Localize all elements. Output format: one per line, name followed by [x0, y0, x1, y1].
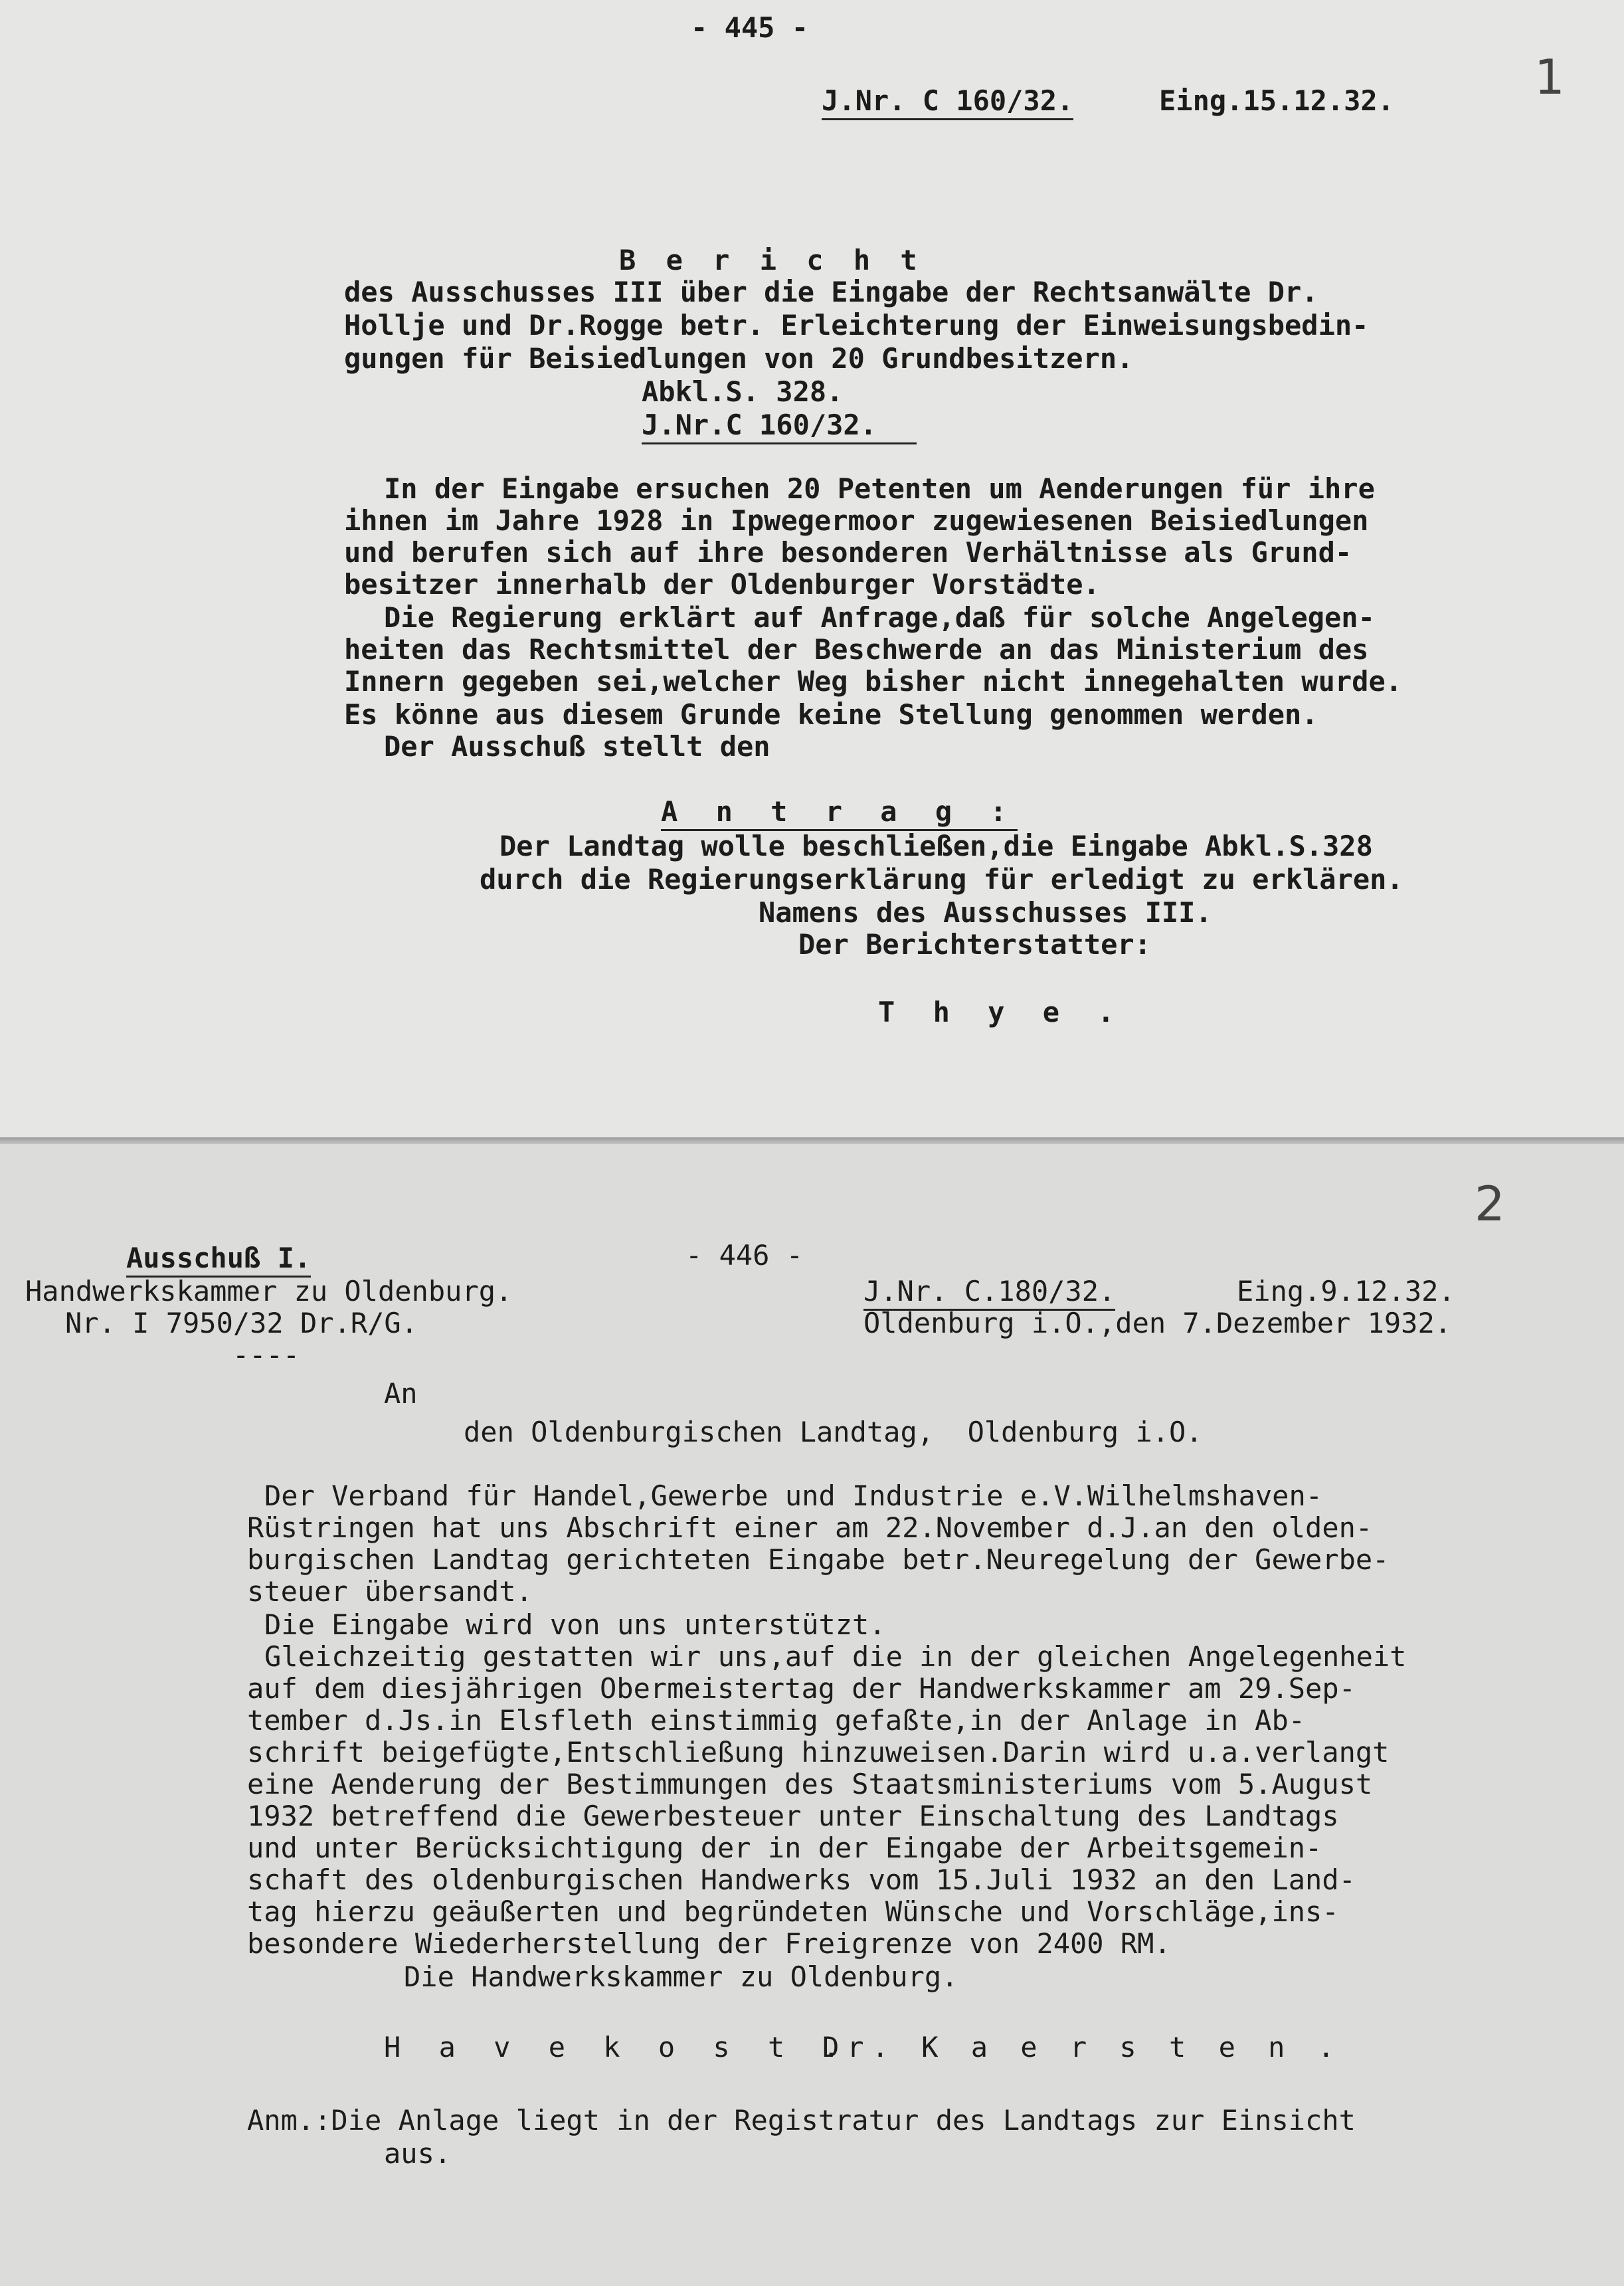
salutation: An	[384, 1377, 418, 1410]
sheet-mark: 2	[1475, 1176, 1505, 1232]
sheet-mark: 1	[1534, 49, 1565, 105]
body-line: Es könne aus diesem Grunde keine Stellung genommen werden.	[344, 698, 1318, 731]
closing-line: Der Berichterstatter:	[798, 928, 1152, 961]
document-page-445	[0, 0, 1624, 1137]
body-line: auf dem diesjährigen Obermeistertag der Handwerkskammer am 29.Sep-	[247, 1672, 1356, 1705]
antrag-line: durch die Regierungserklärung für erledigt zu erklären.	[480, 863, 1403, 896]
body-line: steuer übersandt.	[247, 1575, 533, 1608]
body-line: heiten das Rechtsmittel der Beschwerde an das Ministerium des	[344, 633, 1369, 666]
body-line: besitzer innerhalb der Oldenburger Vorstädte.	[344, 568, 1100, 601]
body-line: tember d.Js.in Elsfleth einstimmig gefaßte,in der Anlage in Ab-	[247, 1704, 1306, 1737]
closing-line: Namens des Ausschusses III.	[759, 896, 1212, 929]
body-line: und berufen sich auf ihre besonderen Verhältnisse als Grund-	[344, 536, 1352, 569]
body-line: eine Aenderung der Bestimmungen des Staatsministeriums vom 5.August	[247, 1768, 1373, 1800]
document-page-446	[0, 1144, 1624, 2286]
body-line: Der Verband für Handel,Gewerbe und Industrie e.V.Wilhelmshaven-	[264, 1479, 1323, 1512]
body-line: Die Eingabe wird von uns unterstützt.	[264, 1608, 886, 1641]
page-number: - 445 -	[691, 11, 809, 44]
page-number: - 446 -	[685, 1239, 804, 1272]
body-line: schaft des oldenburgischen Handwerks vom 15.Juli 1932 an den Land-	[247, 1863, 1356, 1896]
received-date: Eing.15.12.32.	[1159, 84, 1395, 117]
committee-label: Ausschuß I.	[126, 1242, 311, 1278]
annotation-line: Anm.:Die Anlage liegt in der Registratur des Landtags zur Einsicht	[247, 2104, 1356, 2137]
body-line: Die Regierung erklärt auf Anfrage,daß für solche Angelegen-	[384, 601, 1375, 634]
body-line: Rüstringen hat uns Abschrift einer am 22.November d.J.an den olden-	[247, 1511, 1373, 1544]
body-line: ihnen im Jahre 1928 in Ipwegermoor zugewiesenen Beisiedlungen	[344, 504, 1369, 537]
body-line: tag hierzu geäußerten und begründeten Wünsche und Vorschläge,ins-	[247, 1895, 1339, 1928]
body-line: schrift beigefügte,Entschließung hinzuweisen.Darin wird u.a.verlangt	[247, 1736, 1390, 1768]
body-line: und unter Berücksichtigung der in der Eingabe der Arbeitsgemein-	[247, 1832, 1322, 1864]
received-date: Eing.9.12.32.	[1237, 1275, 1455, 1307]
subject-line: des Ausschusses III über die Eingabe der Rechtsanwälte Dr.	[344, 276, 1318, 308]
journal-reference: J.Nr. C.180/32.	[863, 1276, 1115, 1311]
body-line: Der Ausschuß stellt den	[384, 730, 770, 763]
journal-reference: J.Nr. C 160/32.	[822, 85, 1073, 120]
signature-havekost: H a v e k o s t .	[384, 2031, 850, 2063]
place-and-date: Oldenburg i.O.,den 7.Dezember 1932.	[863, 1307, 1452, 1339]
body-line: 1932 betreffend die Gewerbesteuer unter Einschaltung des Landtags	[247, 1800, 1339, 1832]
signature-kaersten: Dr. K a e r s t e n .	[822, 2031, 1343, 2063]
sender-name: Handwerkskammer zu Oldenburg.	[25, 1275, 513, 1307]
recipient: den Oldenburgischen Landtag, Oldenburg i.O.	[464, 1416, 1203, 1448]
journal-reference-2: J.Nr.C 160/32.	[642, 409, 917, 444]
subject-line: Hollje und Dr.Rogge betr. Erleichterung der Einweisungsbedin-	[344, 309, 1369, 341]
closing-line: Die Handwerkskammer zu Oldenburg.	[404, 1960, 958, 1993]
dash-separator: ----	[232, 1339, 300, 1371]
report-heading: B e r i c h t	[619, 244, 924, 276]
body-line: Gleichzeitig gestatten wir uns,auf die in der gleichen Angelegenheit	[264, 1640, 1407, 1673]
body-line: besondere Wiederherstellung der Freigrenze von 2400 RM.	[247, 1927, 1171, 1960]
antrag-line: Der Landtag wolle beschließen,die Eingabe Abkl.S.328	[499, 830, 1373, 862]
signature: T h y e .	[878, 996, 1125, 1028]
subject-line: gungen für Beisiedlungen von 20 Grundbesitzern.	[344, 342, 1134, 375]
abkl-reference: Abkl.S. 328.	[642, 375, 844, 408]
antrag-heading: A n t r a g :	[661, 796, 1018, 831]
body-line: In der Eingabe ersuchen 20 Petenten um Aenderungen für ihre	[384, 472, 1375, 505]
body-line: burgischen Landtag gerichteten Eingabe betr.Neuregelung der Gewerbe-	[247, 1543, 1390, 1576]
sender-file-number: Nr. I 7950/32 Dr.R/G.	[65, 1307, 418, 1339]
annotation-line: aus.	[384, 2137, 452, 2170]
body-line: Innern gegeben sei,welcher Weg bisher nicht innegehalten wurde.	[344, 665, 1403, 698]
